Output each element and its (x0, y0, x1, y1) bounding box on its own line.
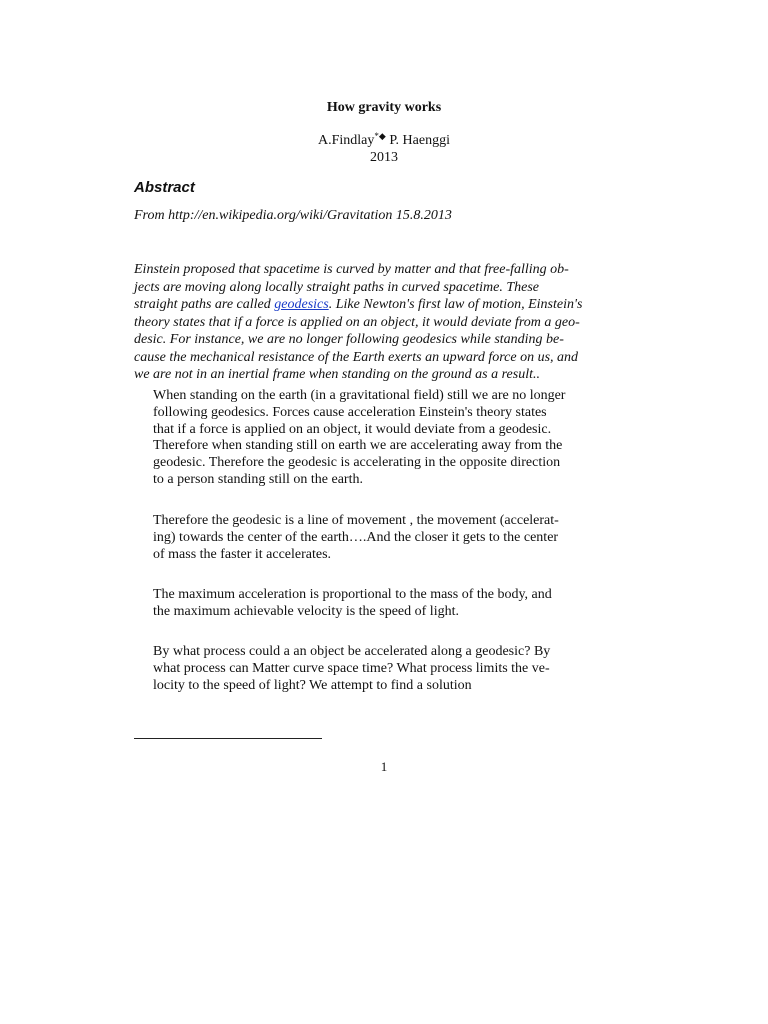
paragraph-line: of mass the faster it accelerates. (153, 546, 332, 562)
abstract-line: theory states that if a force is applied on an object, it would deviate from a geo- (134, 314, 580, 330)
body-paragraph-3 (153, 587, 623, 621)
paragraph-line: Therefore when standing still on earth we are accelerating away from the (153, 438, 563, 454)
paragraph-line: the maximum achievable velocity is the speed of light. (153, 603, 459, 619)
abstract-line: we are not in an inertial frame when standing on the ground as a result.. (134, 367, 540, 382)
body-paragraph-1 (153, 388, 623, 489)
abstract-line: cause the mechanical resistance of the Earth exerts an upward force on us, and (134, 349, 579, 365)
abstract-line-segment: straight paths are called (134, 297, 275, 312)
body-paragraph-4 (153, 644, 623, 694)
paragraph-line: geodesic. Therefore the geodesic is accelerating in the opposite direction (153, 455, 561, 471)
author-affiliation-marks: *◆ (374, 131, 386, 141)
abstract-line-segment: . Like Newton's first law of motion, Einstein's (328, 297, 583, 312)
author-1: A.Findlay (318, 133, 375, 148)
page-number: 1 (380, 759, 388, 774)
abstract-heading: Abstract (134, 179, 195, 196)
paragraph-line: that if a force is applied on an object, it would deviate from a geodesic. (153, 421, 552, 437)
abstract-line (134, 296, 634, 314)
paragraph-line: ing) towards the center of the earth….And the closer it gets to the center (153, 529, 559, 545)
body-paragraph-2 (153, 513, 623, 563)
abstract-line: jects are moving along locally straight paths in curved spacetime. These (134, 279, 540, 295)
abstract-text (134, 261, 634, 384)
geodesics-link[interactable]: geodesics (274, 297, 329, 312)
paragraph-line: By what process could a an object be accelerated along a geodesic? By (153, 644, 551, 659)
paragraph-line: following geodesics. Forces cause acceleration Einstein's theory states (153, 404, 547, 420)
author-line (0, 132, 768, 150)
paragraph-line: When standing on the earth (in a gravitational field) still we are no longer (153, 388, 566, 403)
paragraph-line: what process can Matter curve space time? What process limits the ve- (153, 660, 550, 676)
footnote-separator (134, 738, 322, 739)
paragraph-line: to a person standing still on the earth. (153, 471, 363, 487)
author-2: P. Haenggi (389, 133, 450, 148)
paragraph-line: Therefore the geodesic is a line of movement , the movement (accelerat- (153, 513, 559, 528)
document-title: How gravity works (326, 100, 442, 115)
publication-year: 2013 (370, 150, 398, 165)
paragraph-line: The maximum acceleration is proportional to the mass of the body, and (153, 587, 552, 602)
source-citation: From http://en.wikipedia.org/wiki/Gravitation 15.8.2013 (134, 208, 452, 223)
abstract-line: Einstein proposed that spacetime is curved by matter and that free-falling ob- (134, 262, 569, 277)
paragraph-line: locity to the speed of light? We attempt to find a solution (153, 677, 472, 693)
abstract-line: desic. For instance, we are no longer following geodesics while standing be- (134, 332, 564, 347)
